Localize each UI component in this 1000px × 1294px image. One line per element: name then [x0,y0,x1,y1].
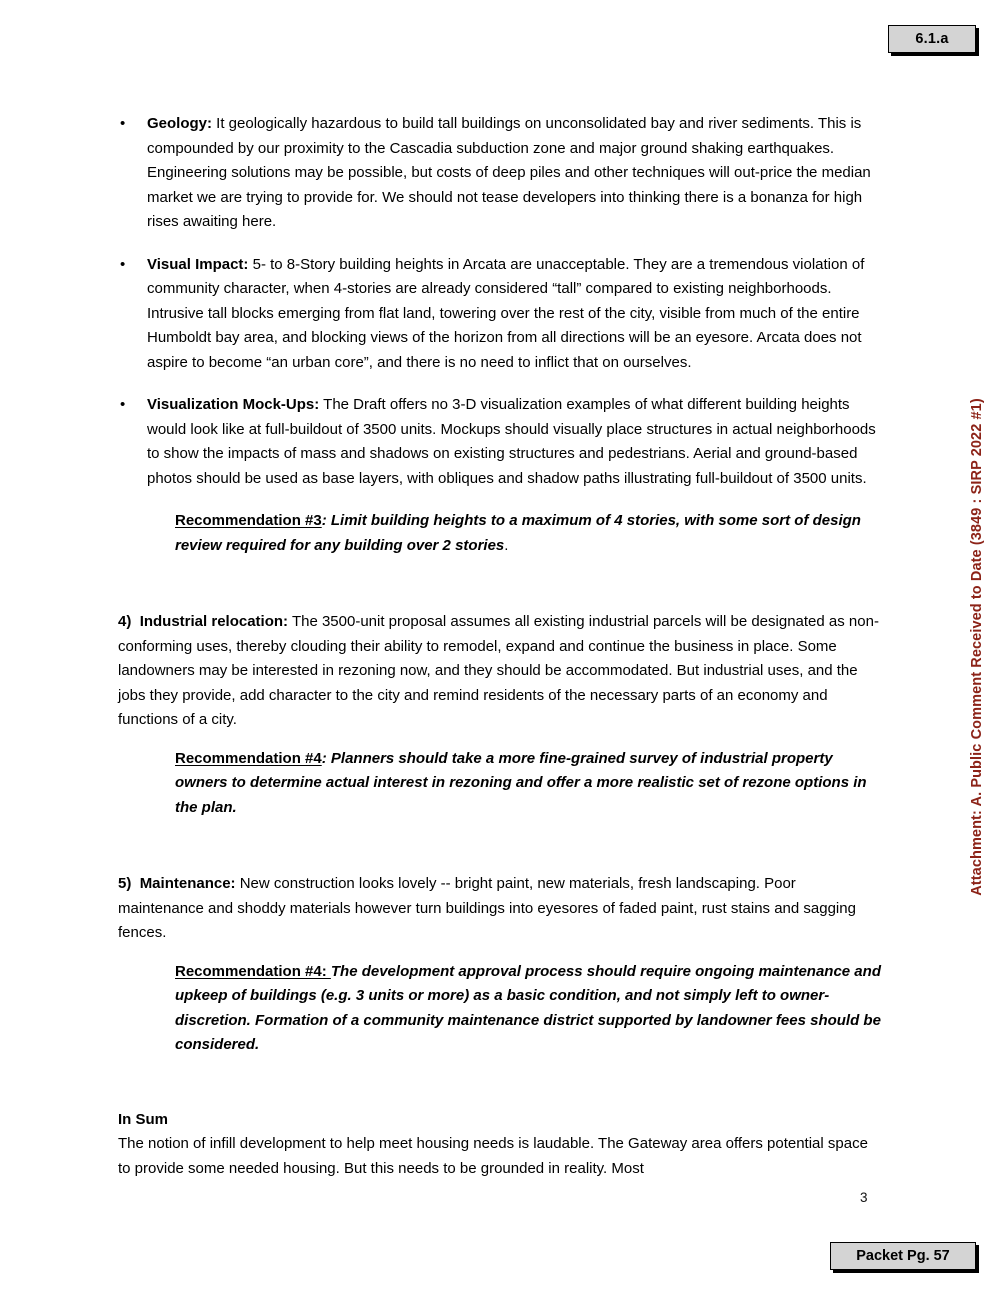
section-4-title: Industrial relocation: [139,613,289,630]
section-5-maintenance [118,872,882,946]
attachment-stamp [960,0,994,1294]
bullet-geology-label: Geology: [147,115,213,132]
recommendation-3-separator: : [321,512,331,529]
bullet-geology [118,112,882,235]
bullet-visual-impact-body [147,253,882,376]
recommendation-4a [175,747,882,821]
section-spacer [118,1088,882,1108]
page-number: 3 [860,1190,868,1205]
section-4-text: The 3500-unit proposal assumes all existing industrial parcels will be designated as non-conforming uses, thereby clouding their ability to remodel, expand and continue the business in place. Some landowners may be interested in rezoning now, and they should be accommodated. But industrial uses, and the jobs they provide, add character to the city and remind residents of the necessary parts of an economy and functions of a city. [118,613,879,728]
bullet-visual-impact-label: Visual Impact: [147,255,249,273]
section-5-text: New construction looks lovely -- bright paint, new materials, fresh landscaping. Poor maintenance and shoddy materials however turn buildings into eyesores of faded paint, rust stains and sagging fences. [118,875,856,941]
bullet-visual-impact [118,253,882,376]
bullet-geology-text: It geologically hazardous to build tall buildings on unconsolidated bay and river sediments. This is compounded by our proximity to the Cascadia subduction zone and major ground shaking earthquakes. Engineering solutions may be possible, but costs of deep piles and other techniques will out-price the median market we are trying to provide for. We should not tease developers into thinking there is a bonanza for high rises awaiting here. [147,115,871,230]
attachment-stamp-label: Attachment: A. Public Comment Received to Date (3849 : SIRP 2022 #1) [969,398,986,896]
bullet-marker-icon: • [120,255,126,273]
recommendation-3-text: Limit building heights to a maximum of 4 stories, with some sort of design review required for any building over 2 stories [175,512,861,554]
bullet-visualization-mockups-text: The Draft offers no 3-D visualization examples of what different building heights would look like at full-buildout of 3500 units. Mockups should visually place structures in actual neighborhoods to show the impacts of mass and shadows on existing structures and pedestrians. Aerial and ground-based photos should be used as base layers, with obliques and shadow paths illustrating full-buildout of 3500 units. [147,396,876,487]
section-spacer [118,558,882,588]
section-4-industrial-relocation [118,610,882,733]
in-sum-heading: In Sum [118,1110,169,1128]
section-5-title: Maintenance: [139,875,236,892]
recommendation-3-label: Recommendation #3 [175,512,322,529]
bullet-marker-icon: • [120,396,126,413]
recommendation-4b-text: The development approval process should require ongoing maintenance and upkeep of buildings (e.g. 3 units or more) as a basic condition, and not simply left to owner-discretion. Formation of a community maintenance district supported by landowner fees should be considered. [175,962,881,1053]
document-body [118,112,882,1183]
section-spacer [118,820,882,850]
bullet-geology-body [147,112,882,235]
recommendation-3-tail: . [504,536,509,554]
in-sum-text: The notion of infill development to help meet housing needs is laudable. The Gateway area offers potential space to provide some needed housing. But this needs to be grounded in reality. Most [118,1135,868,1177]
agenda-item-badge: 6.1.a [888,25,976,53]
packet-page-badge: Packet Pg. 57 [830,1242,976,1270]
section-spacer [118,1058,882,1088]
recommendation-4b-label: Recommendation #4: [175,962,331,980]
bullet-visualization-mockups [118,393,882,491]
recommendation-3 [175,509,882,558]
section-5-number: 5) [118,875,132,892]
bullet-visual-impact-text: 5- to 8-Story building heights in Arcata are unacceptable. They are a tremendous violation of community character, when 4-stories are already considered “tall” compared to existing neighborhoods. Intrusive tall blocks emerging from flat land, towering over the rest of the city, visible from much of the entire Humboldt bay area, and blocking views of the horizon from all directions will be an eyesore. Arcata does not aspire to become “an urban core”, and there is no need to inflict that on ourselves. [147,255,865,371]
recommendation-4a-separator: : [321,749,331,767]
recommendation-4a-label: Recommendation #4 [175,749,322,767]
section-4-number: 4) [118,613,132,630]
bullet-visualization-mockups-body [147,393,882,491]
bullet-marker-icon: • [120,115,126,132]
bullet-visualization-mockups-label: Visualization Mock-Ups: [147,396,320,413]
recommendation-4a-text: Planners should take a more fine-grained survey of industrial property owners to determine actual interest in rezoning and offer a more realistic set of rezone options in the plan. [175,749,867,816]
recommendation-4b [175,960,882,1058]
